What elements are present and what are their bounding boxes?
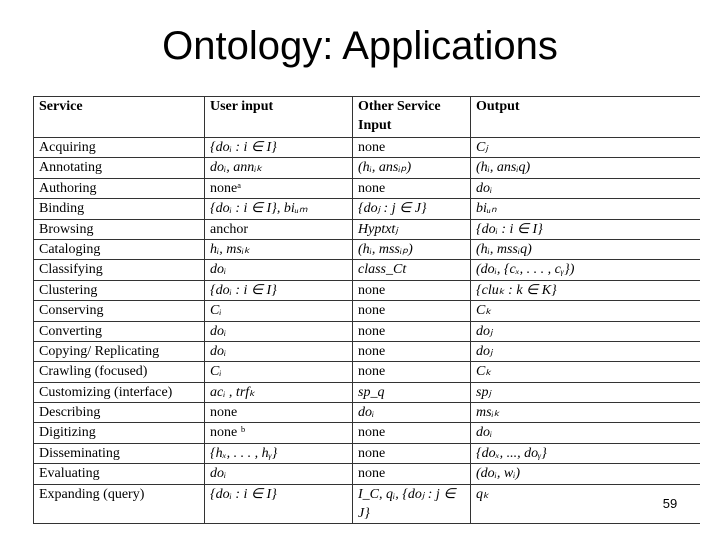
cell-user-input: doᵢ: [205, 321, 353, 341]
cell-service: Binding: [34, 199, 205, 219]
cell-user-input: doᵢ, annᵢₖ: [205, 158, 353, 178]
table-row: [34, 219, 701, 239]
cell-service: Expanding (query): [34, 484, 205, 523]
cell-other-service-input: I_C, qᵢ, {doⱼ : j ∈ J}: [353, 484, 471, 523]
table-row: [34, 199, 701, 219]
cell-user-input: {doᵢ : i ∈ I}, biᵤₘ: [205, 199, 353, 219]
header-output: Output: [471, 97, 701, 138]
cell-service: Cataloging: [34, 239, 205, 259]
services-table: [33, 96, 700, 524]
cell-user-input: doᵢ: [205, 341, 353, 361]
cell-user-input: Cᵢ: [205, 362, 353, 382]
table-row: [34, 239, 701, 259]
cell-service: Crawling (focused): [34, 362, 205, 382]
table-row: [34, 341, 701, 361]
cell-other-service-input: none: [353, 280, 471, 300]
table-row: [34, 260, 701, 280]
table-body: [34, 138, 701, 524]
cell-other-service-input: Hyptxtⱼ: [353, 219, 471, 239]
cell-output: qₖ: [471, 484, 701, 523]
cell-output: (doᵢ, {cₓ, . . . , cᵧ}): [471, 260, 701, 280]
cell-other-service-input: class_Ct: [353, 260, 471, 280]
cell-service: Classifying: [34, 260, 205, 280]
cell-other-service-input: none: [353, 301, 471, 321]
header-user-input: User input: [205, 97, 353, 138]
table-row: [34, 321, 701, 341]
cell-user-input: acᵢ , trfₖ: [205, 382, 353, 402]
cell-user-input: anchor: [205, 219, 353, 239]
cell-other-service-input: none: [353, 362, 471, 382]
table-row: [34, 301, 701, 321]
table-row: [34, 382, 701, 402]
cell-service: Authoring: [34, 178, 205, 198]
cell-user-input: {doᵢ : i ∈ I}: [205, 280, 353, 300]
table-row: [34, 443, 701, 463]
cell-service: Copying/ Replicating: [34, 341, 205, 361]
table-row: [34, 138, 701, 158]
cell-service: Browsing: [34, 219, 205, 239]
cell-user-input: {doᵢ : i ∈ I}: [205, 484, 353, 523]
cell-other-service-input: none: [353, 464, 471, 484]
cell-service: Converting: [34, 321, 205, 341]
cell-other-service-input: (hᵢ, ansᵢₚ): [353, 158, 471, 178]
table-header-row: [34, 97, 701, 138]
cell-service: Conserving: [34, 301, 205, 321]
cell-other-service-input: (hᵢ, mssᵢₚ): [353, 239, 471, 259]
cell-user-input: doᵢ: [205, 464, 353, 484]
cell-service: Disseminating: [34, 443, 205, 463]
cell-user-input: Cᵢ: [205, 301, 353, 321]
cell-output: {cluₖ : k ∈ K}: [471, 280, 701, 300]
cell-output: spⱼ: [471, 382, 701, 402]
slide-title: Ontology: Applications: [162, 24, 558, 68]
cell-other-service-input: none: [353, 321, 471, 341]
cell-service: Customizing (interface): [34, 382, 205, 402]
cell-service: Annotating: [34, 158, 205, 178]
table-row: [34, 280, 701, 300]
cell-output: Cₖ: [471, 362, 701, 382]
page-number: 59: [662, 496, 678, 511]
cell-output: {doᵢ : i ∈ I}: [471, 219, 701, 239]
cell-service: Digitizing: [34, 423, 205, 443]
cell-service: Clustering: [34, 280, 205, 300]
cell-other-service-input: none: [353, 178, 471, 198]
table-row: [34, 178, 701, 198]
header-other-service-input: Other Service Input: [353, 97, 471, 138]
cell-other-service-input: none: [353, 443, 471, 463]
cell-output: (doᵢ, wᵢ): [471, 464, 701, 484]
table-row: [34, 464, 701, 484]
cell-service: Acquiring: [34, 138, 205, 158]
cell-user-input: {hₓ, . . . , hᵧ}: [205, 443, 353, 463]
cell-service: Describing: [34, 403, 205, 423]
cell-other-service-input: none: [353, 138, 471, 158]
cell-output: doᵢ: [471, 423, 701, 443]
cell-service: Evaluating: [34, 464, 205, 484]
cell-user-input: none ᵇ: [205, 423, 353, 443]
cell-user-input: none: [205, 403, 353, 423]
cell-user-input: {doᵢ : i ∈ I}: [205, 138, 353, 158]
cell-other-service-input: sp_q: [353, 382, 471, 402]
cell-output: Cₖ: [471, 301, 701, 321]
cell-user-input: hᵢ, msᵢₖ: [205, 239, 353, 259]
cell-output: msᵢₖ: [471, 403, 701, 423]
table-row: [34, 362, 701, 382]
cell-other-service-input: none: [353, 341, 471, 361]
cell-other-service-input: doᵢ: [353, 403, 471, 423]
table-row: [34, 484, 701, 523]
cell-output: Cⱼ: [471, 138, 701, 158]
cell-user-input: noneᵃ: [205, 178, 353, 198]
table-row: [34, 423, 701, 443]
cell-output: biᵤₙ: [471, 199, 701, 219]
cell-output: doᵢ: [471, 178, 701, 198]
cell-other-service-input: none: [353, 423, 471, 443]
cell-user-input: doᵢ: [205, 260, 353, 280]
cell-output: (hᵢ, mssᵢq): [471, 239, 701, 259]
table-row: [34, 158, 701, 178]
table-row: [34, 403, 701, 423]
header-service: Service: [34, 97, 205, 138]
cell-other-service-input: {doⱼ : j ∈ J}: [353, 199, 471, 219]
cell-output: doⱼ: [471, 321, 701, 341]
cell-output: (hᵢ, ansᵢq): [471, 158, 701, 178]
cell-output: doⱼ: [471, 341, 701, 361]
cell-output: {doₓ, ..., doᵧ}: [471, 443, 701, 463]
services-table-frame: [33, 96, 700, 526]
